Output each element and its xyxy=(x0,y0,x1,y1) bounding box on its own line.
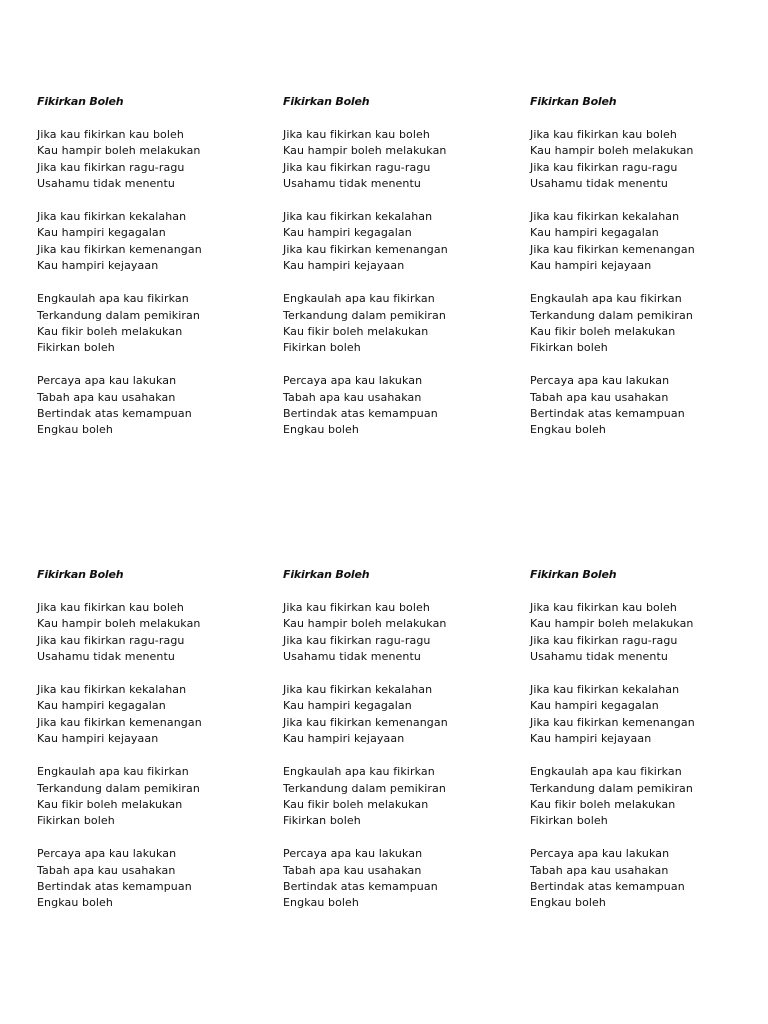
poem-line: Fikirkan boleh xyxy=(530,814,608,828)
poem-line: Jika kau fikirkan kekalahan xyxy=(37,683,187,697)
poem-stanza xyxy=(283,127,503,193)
poem-line: Kau fikir boleh melakukan xyxy=(530,324,676,338)
poem-line: Percaya apa kau lakukan xyxy=(37,374,177,388)
poem-line: Jika kau fikirkan kau boleh xyxy=(37,128,184,141)
poem-line: Usahamu tidak menentu xyxy=(530,177,668,191)
poem-line: Kau hampir boleh melakukan xyxy=(37,617,201,631)
poem-title: Fikirkan Boleh xyxy=(283,568,370,581)
poem-stanza xyxy=(37,764,257,830)
poem-line: Kau hampiri kegagalan xyxy=(37,226,166,240)
poem-line: Jika kau fikirkan kau boleh xyxy=(283,601,430,614)
poem-line: Tabah apa kau usahakan xyxy=(37,863,176,877)
poem-line: Bertindak atas kemampuan xyxy=(283,406,438,420)
poem-block xyxy=(530,94,750,455)
poem-line: Tabah apa kau usahakan xyxy=(283,390,422,404)
poem-line: Engkaulah apa kau fikirkan xyxy=(530,292,682,306)
poem-line: Usahamu tidak menentu xyxy=(530,650,668,664)
poem-line: Engkau boleh xyxy=(37,896,113,910)
poem-stanza xyxy=(530,209,750,275)
poem-line: Kau hampiri kegagalan xyxy=(283,699,412,713)
poem-line: Jika kau fikirkan ragu-ragu xyxy=(37,633,185,647)
poem-line: Kau hampiri kegagalan xyxy=(530,699,659,713)
poem-title: Fikirkan Boleh xyxy=(37,568,124,581)
poem-stanza xyxy=(530,846,750,912)
poem-line: Terkandung dalam pemikiran xyxy=(283,308,446,322)
poem-line: Engkaulah apa kau fikirkan xyxy=(283,765,435,779)
poem-line: Jika kau fikirkan kau boleh xyxy=(530,128,677,141)
poem-title: Fikirkan Boleh xyxy=(530,568,617,581)
poem-stanza xyxy=(283,764,503,830)
poem-line: Jika kau fikirkan kemenangan xyxy=(37,715,202,729)
poem-line: Terkandung dalam pemikiran xyxy=(530,308,693,322)
poem-line: Engkaulah apa kau fikirkan xyxy=(530,765,682,779)
poem-line: Engkau boleh xyxy=(530,423,606,437)
poem-stanza xyxy=(283,291,503,357)
poem-stanza xyxy=(283,682,503,748)
poem-title: Fikirkan Boleh xyxy=(530,95,617,108)
poem-line: Kau hampir boleh melakukan xyxy=(530,144,694,158)
poem-line: Jika kau fikirkan kemenangan xyxy=(283,242,448,256)
poem-line: Kau fikir boleh melakukan xyxy=(530,797,676,811)
poem-stanza xyxy=(283,373,503,439)
poem-stanza xyxy=(37,600,257,666)
poem-line: Usahamu tidak menentu xyxy=(283,650,421,664)
poem-stanza xyxy=(37,373,257,439)
poem-line: Bertindak atas kemampuan xyxy=(530,406,685,420)
poem-line: Kau hampiri kejayaan xyxy=(530,732,652,746)
poem-line: Bertindak atas kemampuan xyxy=(37,406,192,420)
poem-line: Terkandung dalam pemikiran xyxy=(37,308,200,322)
poem-line: Jika kau fikirkan ragu-ragu xyxy=(283,633,431,647)
poem-line: Terkandung dalam pemikiran xyxy=(530,781,693,795)
poem-line: Tabah apa kau usahakan xyxy=(37,390,176,404)
poem-line: Jika kau fikirkan kekalahan xyxy=(37,210,187,224)
poem-line: Kau hampir boleh melakukan xyxy=(530,617,694,631)
poem-line: Jika kau fikirkan kemenangan xyxy=(530,715,695,729)
poem-line: Usahamu tidak menentu xyxy=(37,650,175,664)
poem-title: Fikirkan Boleh xyxy=(37,95,124,108)
poem-line: Jika kau fikirkan kekalahan xyxy=(283,683,433,697)
poem-block xyxy=(37,567,257,928)
poem-line: Jika kau fikirkan kau boleh xyxy=(37,601,184,614)
poem-stanza xyxy=(530,682,750,748)
poem-line: Jika kau fikirkan ragu-ragu xyxy=(283,160,431,174)
poem-stanza xyxy=(530,373,750,439)
poem-block xyxy=(283,94,503,455)
poem-block xyxy=(530,567,750,928)
poem-line: Kau fikir boleh melakukan xyxy=(37,324,183,338)
poem-stanza xyxy=(530,764,750,830)
poem-line: Jika kau fikirkan kemenangan xyxy=(283,715,448,729)
poem-line: Kau fikir boleh melakukan xyxy=(283,324,429,338)
poem-line: Engkaulah apa kau fikirkan xyxy=(37,292,189,306)
poem-line: Engkau boleh xyxy=(283,423,359,437)
poem-line: Jika kau fikirkan ragu-ragu xyxy=(530,633,678,647)
poem-line: Bertindak atas kemampuan xyxy=(530,879,685,893)
poem-line: Percaya apa kau lakukan xyxy=(530,374,670,388)
poem-line: Jika kau fikirkan kau boleh xyxy=(530,601,677,614)
poem-stanza xyxy=(530,127,750,193)
poem-line: Percaya apa kau lakukan xyxy=(283,847,423,861)
poem-line: Percaya apa kau lakukan xyxy=(530,847,670,861)
poem-line: Kau hampiri kejayaan xyxy=(283,259,405,273)
poem-line: Fikirkan boleh xyxy=(37,341,115,355)
poem-line: Jika kau fikirkan kau boleh xyxy=(283,128,430,141)
poem-title: Fikirkan Boleh xyxy=(283,95,370,108)
poem-line: Tabah apa kau usahakan xyxy=(530,390,669,404)
poem-stanza xyxy=(530,291,750,357)
poem-stanza xyxy=(37,127,257,193)
poem-line: Usahamu tidak menentu xyxy=(283,177,421,191)
poem-line: Kau fikir boleh melakukan xyxy=(283,797,429,811)
poem-line: Kau hampiri kegagalan xyxy=(283,226,412,240)
poem-line: Kau hampiri kejayaan xyxy=(530,259,652,273)
poem-line: Tabah apa kau usahakan xyxy=(530,863,669,877)
poem-line: Kau hampiri kejayaan xyxy=(283,732,405,746)
poem-stanza xyxy=(37,682,257,748)
poem-line: Kau hampiri kejayaan xyxy=(37,259,159,273)
poem-line: Usahamu tidak menentu xyxy=(37,177,175,191)
poem-line: Jika kau fikirkan kemenangan xyxy=(37,242,202,256)
poem-line: Kau hampir boleh melakukan xyxy=(283,144,447,158)
poem-line: Jika kau fikirkan kemenangan xyxy=(530,242,695,256)
poem-line: Kau hampiri kegagalan xyxy=(530,226,659,240)
poem-line: Fikirkan boleh xyxy=(283,341,361,355)
poem-stanza xyxy=(37,291,257,357)
poem-stanza xyxy=(283,209,503,275)
poem-line: Terkandung dalam pemikiran xyxy=(283,781,446,795)
poem-line: Kau hampiri kejayaan xyxy=(37,732,159,746)
poem-line: Kau hampir boleh melakukan xyxy=(37,144,201,158)
poem-line: Engkau boleh xyxy=(283,896,359,910)
poem-line: Kau hampir boleh melakukan xyxy=(283,617,447,631)
poem-block xyxy=(283,567,503,928)
poem-stanza xyxy=(37,209,257,275)
poem-line: Tabah apa kau usahakan xyxy=(283,863,422,877)
poem-stanza xyxy=(37,846,257,912)
poem-line: Jika kau fikirkan ragu-ragu xyxy=(37,160,185,174)
poem-stanza xyxy=(530,600,750,666)
poem-line: Kau fikir boleh melakukan xyxy=(37,797,183,811)
poem-line: Kau hampiri kegagalan xyxy=(37,699,166,713)
poem-line: Percaya apa kau lakukan xyxy=(37,847,177,861)
poem-line: Fikirkan boleh xyxy=(530,341,608,355)
poem-line: Bertindak atas kemampuan xyxy=(283,879,438,893)
poem-line: Engkau boleh xyxy=(530,896,606,910)
poem-stanza xyxy=(283,846,503,912)
poem-line: Fikirkan boleh xyxy=(283,814,361,828)
poem-line: Engkaulah apa kau fikirkan xyxy=(37,765,189,779)
poem-line: Jika kau fikirkan ragu-ragu xyxy=(530,160,678,174)
poem-line: Engkaulah apa kau fikirkan xyxy=(283,292,435,306)
poem-line: Terkandung dalam pemikiran xyxy=(37,781,200,795)
poem-line: Engkau boleh xyxy=(37,423,113,437)
poem-line: Jika kau fikirkan kekalahan xyxy=(530,683,680,697)
poem-stanza xyxy=(283,600,503,666)
poem-block xyxy=(37,94,257,455)
poem-line: Jika kau fikirkan kekalahan xyxy=(283,210,433,224)
poem-line: Jika kau fikirkan kekalahan xyxy=(530,210,680,224)
poem-line: Percaya apa kau lakukan xyxy=(283,374,423,388)
poem-line: Bertindak atas kemampuan xyxy=(37,879,192,893)
poem-line: Fikirkan boleh xyxy=(37,814,115,828)
